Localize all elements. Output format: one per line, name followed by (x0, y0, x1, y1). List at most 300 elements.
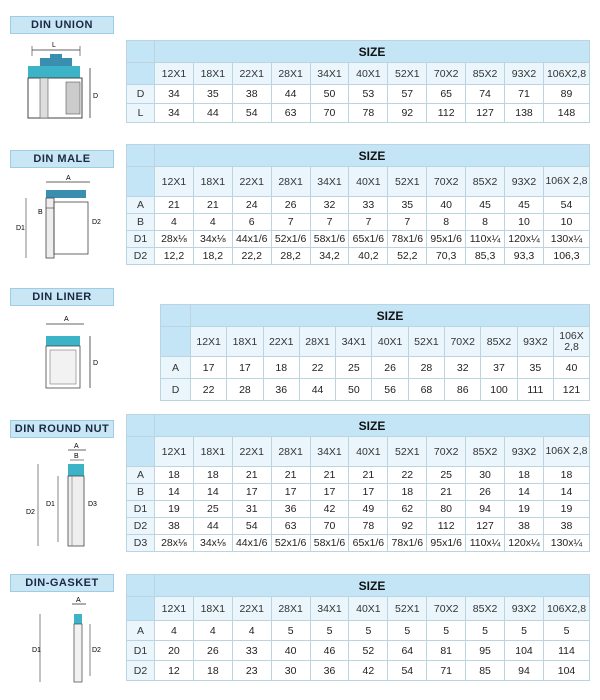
drawing-label-d3: D3 (88, 501, 97, 508)
table-cell: 22,2 (232, 248, 271, 265)
table-cell: 34 (155, 104, 194, 123)
table-cell: 65 (427, 85, 466, 104)
table-cell: 21 (232, 467, 271, 484)
table-cell: 71 (505, 85, 544, 104)
table-cell: 50 (336, 379, 372, 401)
table-cell: 92 (388, 518, 427, 535)
table-cell: 21 (349, 467, 388, 484)
column-header: 93X2 (517, 327, 553, 357)
table-cell: 7 (271, 214, 310, 231)
table-cell: 40 (271, 641, 310, 661)
table-cell: 89 (544, 85, 590, 104)
table-cell: 17 (271, 484, 310, 501)
table-cell: 14 (193, 484, 232, 501)
table-row (161, 357, 590, 379)
column-header: 106X 2,8 (544, 437, 590, 467)
column-header: 34X1 (336, 327, 372, 357)
table-cell: 33 (349, 197, 388, 214)
din-gasket-drawing (10, 596, 110, 692)
table-cell: 49 (349, 501, 388, 518)
column-header: 22X1 (232, 597, 271, 621)
size-header: SIZE (155, 145, 590, 167)
table-cell: 54 (544, 197, 590, 214)
column-header: 106X2,8 (544, 63, 590, 85)
table-cell: 17 (191, 357, 227, 379)
table-cell: 5 (466, 621, 505, 641)
table-cell: 28x⅛ (155, 231, 194, 248)
table-cell: 56 (372, 379, 408, 401)
table-cell: 53 (349, 85, 388, 104)
table-row (127, 518, 590, 535)
column-header-row (161, 327, 590, 357)
drawing-label-a: A (64, 316, 69, 323)
table-cell: 63 (271, 104, 310, 123)
table-cell: 81 (427, 641, 466, 661)
table-cell: 4 (193, 214, 232, 231)
table-cell: 93,3 (505, 248, 544, 265)
drawing-label-a: A (76, 597, 81, 604)
drawing-label-a: A (66, 175, 71, 182)
table-cell: 31 (232, 501, 271, 518)
column-header: 28X1 (271, 597, 310, 621)
drawing-label-d: D (93, 360, 99, 367)
table-cell: 35 (388, 197, 427, 214)
table-cell: 21 (310, 467, 349, 484)
table-cell: 85,3 (466, 248, 505, 265)
table-cell: 18 (193, 467, 232, 484)
column-header: 106X2,8 (544, 597, 590, 621)
table-row (127, 621, 590, 641)
table-cell: 5 (388, 621, 427, 641)
column-header: 52X1 (408, 327, 444, 357)
table-cell: 58x1/6 (310, 231, 349, 248)
size-header: SIZE (191, 305, 590, 327)
table-cell: 17 (227, 357, 263, 379)
row-label: A (161, 357, 191, 379)
column-header: 70X2 (427, 63, 466, 85)
column-header: 28X1 (271, 63, 310, 85)
table-cell: 26 (372, 357, 408, 379)
table-cell: 18 (505, 467, 544, 484)
drawing-label-d: D (93, 93, 99, 100)
table-cell: 64 (388, 641, 427, 661)
table-cell: 10 (505, 214, 544, 231)
table-cell: 44 (193, 518, 232, 535)
drawing-label-d2: D2 (26, 509, 35, 516)
table-cell: 58x1/6 (310, 535, 349, 552)
section-title: DIN LINER (10, 288, 114, 306)
drawing-label-b: B (74, 453, 79, 460)
table-cell: 10 (544, 214, 590, 231)
column-header: 70X2 (445, 327, 481, 357)
din-male-drawing (10, 172, 110, 268)
table-cell: 19 (155, 501, 194, 518)
table-cell: 45 (466, 197, 505, 214)
table-cell: 32 (310, 197, 349, 214)
table-cell: 18 (193, 661, 232, 681)
column-header: 34X1 (310, 167, 349, 197)
column-header: 93X2 (505, 437, 544, 467)
table-cell: 24 (232, 197, 271, 214)
table-cell: 36 (271, 501, 310, 518)
column-header: 34X1 (310, 63, 349, 85)
column-header: 40X1 (349, 437, 388, 467)
table-cell: 127 (466, 104, 505, 123)
table-cell: 38 (232, 85, 271, 104)
table-cell: 30 (271, 661, 310, 681)
din-liner-table (160, 304, 590, 401)
table-cell: 28,2 (271, 248, 310, 265)
table-cell: 18,2 (193, 248, 232, 265)
column-header: 28X1 (271, 437, 310, 467)
column-header: 28X1 (271, 167, 310, 197)
table-cell: 52x1/6 (271, 535, 310, 552)
table-cell: 52x1/6 (271, 231, 310, 248)
table-cell: 18 (263, 357, 299, 379)
table-cell: 65x1/6 (349, 231, 388, 248)
table-cell: 34x⅛ (193, 535, 232, 552)
row-label: D2 (127, 661, 155, 681)
table-cell: 25 (336, 357, 372, 379)
table-cell: 8 (466, 214, 505, 231)
din-male-table (126, 144, 590, 265)
section-din-male (0, 150, 600, 270)
section-title: DIN ROUND NUT (10, 420, 114, 438)
table-cell: 120x¼ (505, 535, 544, 552)
column-header: 18X1 (193, 167, 232, 197)
din-union-drawing (10, 38, 110, 128)
section-din-union (0, 16, 600, 128)
table-cell: 70 (310, 518, 349, 535)
table-row (161, 379, 590, 401)
row-label: D (127, 85, 155, 104)
column-header: 52X1 (388, 437, 427, 467)
section-din-gasket (0, 574, 600, 694)
table-cell: 38 (505, 518, 544, 535)
column-header: 85X2 (466, 437, 505, 467)
table-cell: 30 (466, 467, 505, 484)
table-cell: 78x1/6 (388, 535, 427, 552)
column-header: 12X1 (155, 63, 194, 85)
column-header: 22X1 (232, 437, 271, 467)
table-cell: 6 (232, 214, 271, 231)
section-din-round-nut (0, 420, 600, 560)
section-din-liner (0, 288, 600, 403)
table-cell: 112 (427, 518, 466, 535)
table-cell: 40,2 (349, 248, 388, 265)
column-header: 40X1 (349, 597, 388, 621)
column-header: 93X2 (505, 63, 544, 85)
table-cell: 21 (427, 484, 466, 501)
column-header: 93X2 (505, 167, 544, 197)
column-header: 85X2 (466, 597, 505, 621)
column-header: 18X1 (227, 327, 263, 357)
table-cell: 12 (155, 661, 194, 681)
table-row (127, 484, 590, 501)
column-header-row (127, 63, 590, 85)
table-cell: 44 (299, 379, 335, 401)
table-cell: 34 (155, 85, 194, 104)
table-cell: 34,2 (310, 248, 349, 265)
column-header: 34X1 (310, 597, 349, 621)
table-cell: 12,2 (155, 248, 194, 265)
drawing-label-d1: D1 (46, 501, 55, 508)
column-header: 40X1 (372, 327, 408, 357)
table-cell: 45 (505, 197, 544, 214)
table-cell: 28x⅛ (155, 535, 194, 552)
row-label: D (161, 379, 191, 401)
drawing-label-l: L (52, 42, 56, 49)
table-cell: 63 (271, 518, 310, 535)
table-cell: 7 (349, 214, 388, 231)
table-row (127, 248, 590, 265)
table-row (127, 641, 590, 661)
table-cell: 28 (227, 379, 263, 401)
section-title: DIN-GASKET (10, 574, 114, 592)
table-cell: 22 (299, 357, 335, 379)
table-cell: 36 (310, 661, 349, 681)
table-cell: 44x1/6 (232, 231, 271, 248)
row-label: D2 (127, 518, 155, 535)
table-cell: 78 (349, 104, 388, 123)
row-label: D2 (127, 248, 155, 265)
table-cell: 44 (271, 85, 310, 104)
table-cell: 17 (232, 484, 271, 501)
table-cell: 114 (544, 641, 590, 661)
column-header: 70X2 (427, 437, 466, 467)
table-cell: 37 (481, 357, 517, 379)
table-cell: 42 (310, 501, 349, 518)
size-header: SIZE (155, 415, 590, 437)
table-cell: 26 (271, 197, 310, 214)
table-cell: 68 (408, 379, 444, 401)
row-label: B (127, 484, 155, 501)
table-cell: 95x1/6 (427, 231, 466, 248)
table-cell: 35 (517, 357, 553, 379)
table-cell: 138 (505, 104, 544, 123)
table-cell: 36 (263, 379, 299, 401)
row-label: B (127, 214, 155, 231)
din-round-nut-table (126, 414, 590, 552)
table-cell: 40 (427, 197, 466, 214)
table-cell: 57 (388, 85, 427, 104)
din-round-nut-drawing (10, 442, 110, 554)
column-header: 106X 2,8 (544, 167, 590, 197)
column-header: 22X1 (232, 63, 271, 85)
table-cell: 104 (544, 661, 590, 681)
table-cell: 130x¼ (544, 535, 590, 552)
table-cell: 38 (155, 518, 194, 535)
drawing-label-d2: D2 (92, 219, 101, 226)
table-cell: 95x1/6 (427, 535, 466, 552)
table-cell: 42 (349, 661, 388, 681)
table-cell: 25 (193, 501, 232, 518)
table-row (127, 467, 590, 484)
table-cell: 111 (517, 379, 553, 401)
column-header: 28X1 (299, 327, 335, 357)
column-header: 85X2 (466, 167, 505, 197)
column-header: 12X1 (155, 167, 194, 197)
table-cell: 14 (544, 484, 590, 501)
table-cell: 127 (466, 518, 505, 535)
table-cell: 40 (554, 357, 590, 379)
drawing-label-d1: D1 (16, 225, 25, 232)
din-liner-drawing (10, 310, 110, 400)
table-cell: 110x¼ (466, 231, 505, 248)
column-header: 70X2 (427, 597, 466, 621)
table-cell: 38 (544, 518, 590, 535)
table-cell: 80 (427, 501, 466, 518)
table-row (127, 231, 590, 248)
column-header-row (127, 597, 590, 621)
row-label: D1 (127, 231, 155, 248)
column-header: 93X2 (505, 597, 544, 621)
table-cell: 54 (388, 661, 427, 681)
table-cell: 19 (505, 501, 544, 518)
table-cell: 32 (445, 357, 481, 379)
table-cell: 121 (554, 379, 590, 401)
table-cell: 130x¼ (544, 231, 590, 248)
column-header: 12X1 (155, 597, 194, 621)
table-row (127, 535, 590, 552)
table-cell: 52 (349, 641, 388, 661)
table-cell: 70 (310, 104, 349, 123)
table-cell: 20 (155, 641, 194, 661)
table-row (127, 197, 590, 214)
table-cell: 7 (388, 214, 427, 231)
table-cell: 26 (466, 484, 505, 501)
table-cell: 5 (349, 621, 388, 641)
table-cell: 21 (271, 467, 310, 484)
table-cell: 34x⅛ (193, 231, 232, 248)
section-title: DIN MALE (10, 150, 114, 168)
column-header-row (127, 167, 590, 197)
din-union-table (126, 40, 590, 123)
row-label: D3 (127, 535, 155, 552)
size-header: SIZE (155, 575, 590, 597)
table-cell: 70,3 (427, 248, 466, 265)
table-cell: 18 (155, 467, 194, 484)
column-header: 12X1 (191, 327, 227, 357)
table-cell: 4 (155, 621, 194, 641)
table-cell: 23 (232, 661, 271, 681)
column-header: 70X2 (427, 167, 466, 197)
column-header: 18X1 (193, 437, 232, 467)
din-gasket-table (126, 574, 590, 681)
table-cell: 54 (232, 518, 271, 535)
row-label: D1 (127, 501, 155, 518)
table-cell: 5 (271, 621, 310, 641)
table-cell: 65x1/6 (349, 535, 388, 552)
drawing-label-d1: D1 (32, 647, 41, 654)
table-cell: 25 (427, 467, 466, 484)
table-cell: 86 (445, 379, 481, 401)
table-cell: 4 (232, 621, 271, 641)
drawing-label-b: B (38, 209, 43, 216)
table-cell: 22 (388, 467, 427, 484)
table-cell: 95 (466, 641, 505, 661)
column-header: 12X1 (155, 437, 194, 467)
column-header: 18X1 (193, 597, 232, 621)
row-label: A (127, 467, 155, 484)
table-cell: 44x1/6 (232, 535, 271, 552)
table-cell: 5 (505, 621, 544, 641)
column-header: 22X1 (232, 167, 271, 197)
table-cell: 14 (155, 484, 194, 501)
table-cell: 5 (427, 621, 466, 641)
column-header: 106X 2,8 (554, 327, 590, 357)
column-header: 34X1 (310, 437, 349, 467)
table-cell: 120x¼ (505, 231, 544, 248)
table-cell: 5 (310, 621, 349, 641)
table-cell: 78x1/6 (388, 231, 427, 248)
table-cell: 78 (349, 518, 388, 535)
column-header: 40X1 (349, 167, 388, 197)
table-row (127, 104, 590, 123)
row-label: A (127, 197, 155, 214)
table-cell: 21 (155, 197, 194, 214)
row-label: D1 (127, 641, 155, 661)
table-cell: 106,3 (544, 248, 590, 265)
table-cell: 94 (505, 661, 544, 681)
table-cell: 28 (408, 357, 444, 379)
table-cell: 7 (310, 214, 349, 231)
table-cell: 71 (427, 661, 466, 681)
row-label: A (127, 621, 155, 641)
section-title: DIN UNION (10, 16, 114, 34)
table-cell: 17 (349, 484, 388, 501)
table-cell: 18 (388, 484, 427, 501)
column-header: 22X1 (263, 327, 299, 357)
table-cell: 148 (544, 104, 590, 123)
table-cell: 19 (544, 501, 590, 518)
table-cell: 50 (310, 85, 349, 104)
table-cell: 54 (232, 104, 271, 123)
table-cell: 94 (466, 501, 505, 518)
table-row (127, 85, 590, 104)
table-cell: 4 (155, 214, 194, 231)
table-cell: 8 (427, 214, 466, 231)
table-row (127, 214, 590, 231)
column-header: 85X2 (481, 327, 517, 357)
table-cell: 22 (191, 379, 227, 401)
table-cell: 85 (466, 661, 505, 681)
table-cell: 17 (310, 484, 349, 501)
table-cell: 4 (193, 621, 232, 641)
table-cell: 46 (310, 641, 349, 661)
table-cell: 5 (544, 621, 590, 641)
column-header: 52X1 (388, 597, 427, 621)
table-cell: 52,2 (388, 248, 427, 265)
table-cell: 26 (193, 641, 232, 661)
table-cell: 110x¼ (466, 535, 505, 552)
column-header: 52X1 (388, 63, 427, 85)
drawing-label-a: A (74, 443, 79, 450)
drawing-label-d2: D2 (92, 647, 101, 654)
table-cell: 44 (193, 104, 232, 123)
table-row (127, 501, 590, 518)
column-header: 18X1 (193, 63, 232, 85)
table-cell: 35 (193, 85, 232, 104)
column-header-row (127, 437, 590, 467)
table-cell: 104 (505, 641, 544, 661)
column-header: 52X1 (388, 167, 427, 197)
table-cell: 100 (481, 379, 517, 401)
table-cell: 62 (388, 501, 427, 518)
size-header: SIZE (155, 41, 590, 63)
table-cell: 74 (466, 85, 505, 104)
column-header: 85X2 (466, 63, 505, 85)
